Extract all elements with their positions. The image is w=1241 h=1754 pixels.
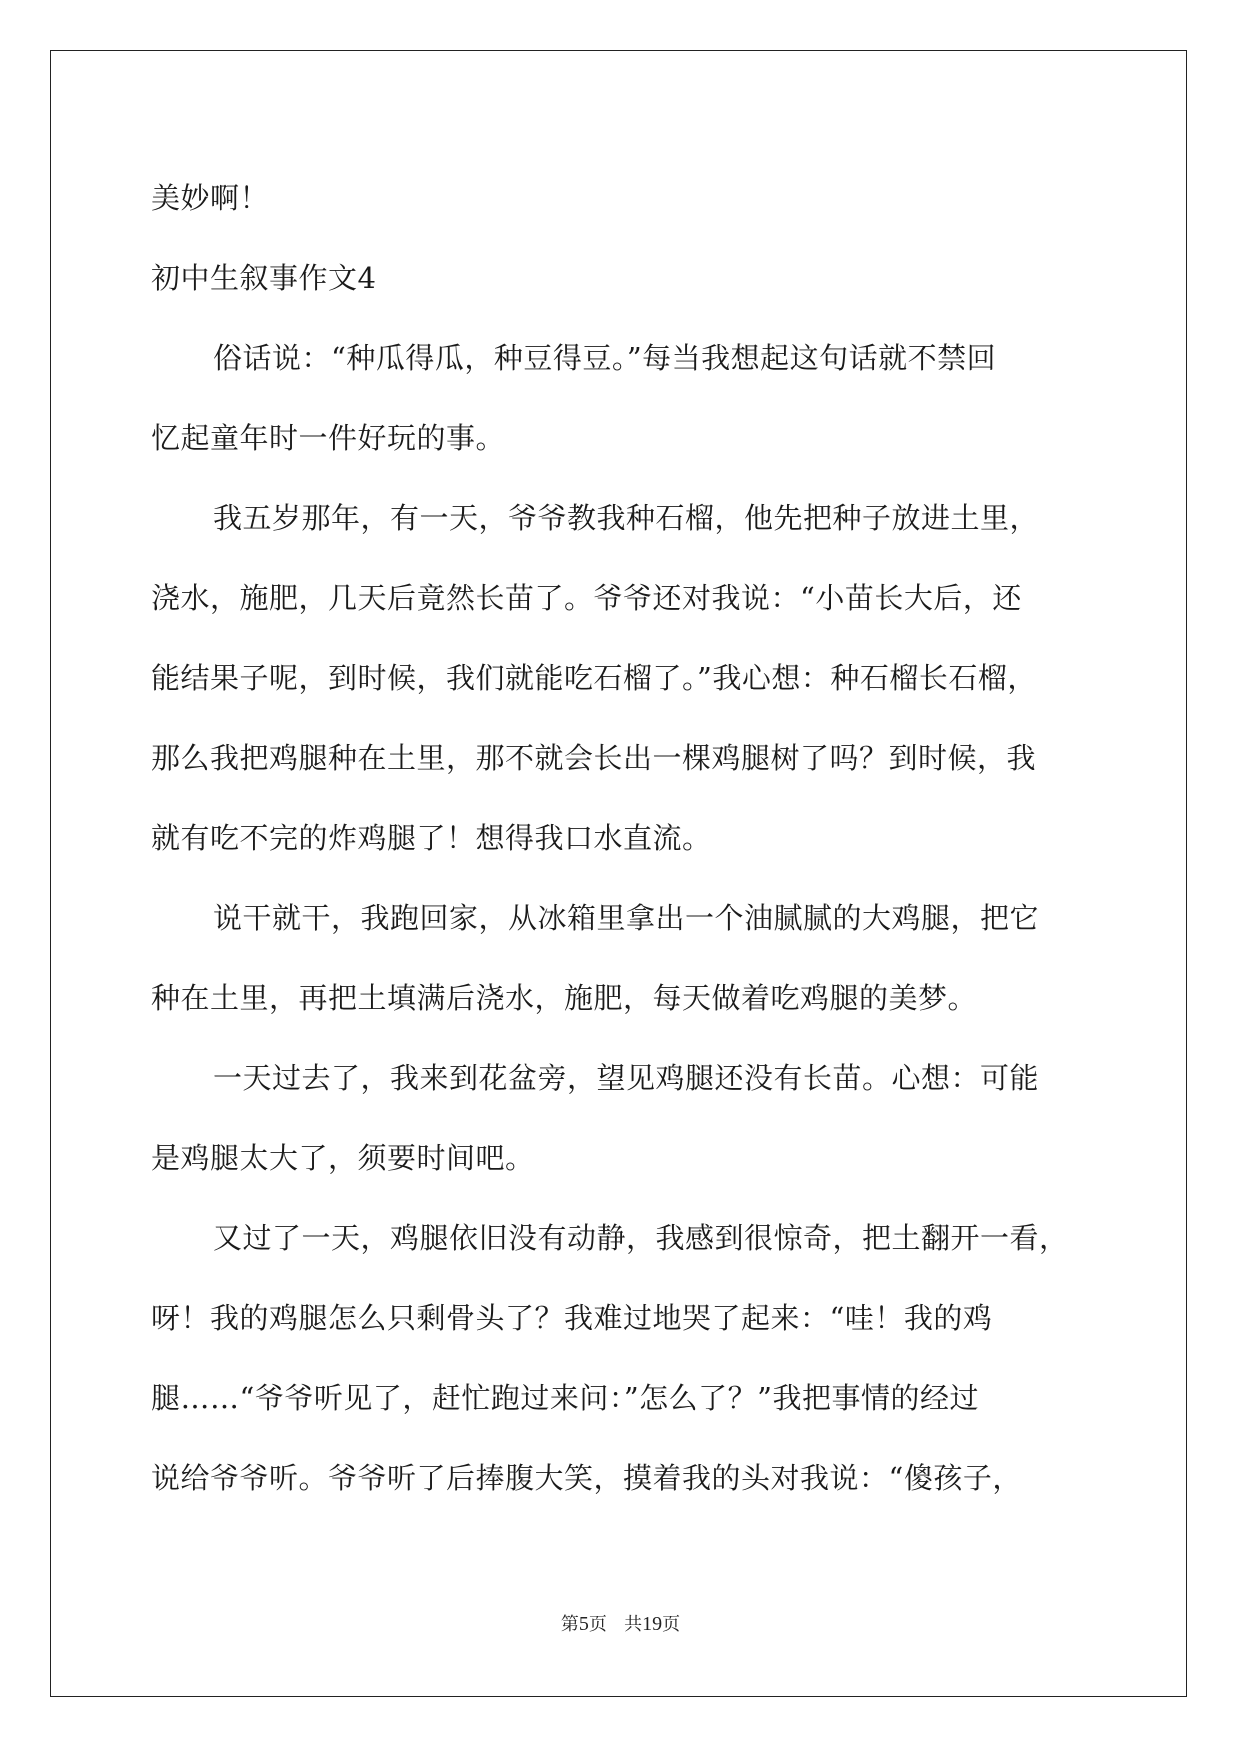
paragraph-line: 浇水，施肥，几天后竟然长苗了。爷爷还对我说：“小苗长大后，还 <box>151 581 1022 615</box>
total-pages: 19 <box>642 1613 663 1635</box>
total-suffix: 页 <box>662 1614 681 1635</box>
paragraph-line: 种在土里，再把土填满后浇水，施肥，每天做着吃鸡腿的美梦。 <box>151 981 978 1015</box>
paragraph-line: 又过了一天，鸡腿依旧没有动静，我感到很惊奇，把土翻开一看， <box>213 1221 1069 1255</box>
paragraph-line: 呀！我的鸡腿怎么只剩骨头了？我难过地哭了起来：“哇！我的鸡 <box>151 1301 993 1335</box>
paragraph-line: 是鸡腿太大了，须要时间吧。 <box>151 1141 535 1175</box>
paragraph-line: 忆起童年时一件好玩的事。 <box>151 421 506 455</box>
page-prefix: 第 <box>560 1614 579 1635</box>
paragraph-line: 说给爷爷听。爷爷听了后捧腹大笑，摸着我的头对我说：“傻孩子， <box>151 1461 1022 1495</box>
paragraph-line: 我五岁那年，有一天，爷爷教我种石榴，他先把种子放进土里， <box>213 501 1040 535</box>
total-prefix: 共 <box>624 1614 643 1635</box>
paragraph-line: 说干就干，我跑回家，从冰箱里拿出一个油腻腻的大鸡腿，把它 <box>213 901 1040 935</box>
text-line: 美妙啊！ <box>151 181 270 215</box>
document-body <box>151 158 1096 1518</box>
paragraph-line: 腿……“爷爷听见了，赶忙跑过来问：”怎么了？”我把事情的经过 <box>151 1381 979 1415</box>
paragraph-line: 那么我把鸡腿种在土里，那不就会长出一棵鸡腿树了吗？到时候，我 <box>151 741 1037 775</box>
paragraph-line: 俗话说：“种瓜得瓜，种豆得豆。”每当我想起这句话就不禁回 <box>213 341 997 375</box>
page-suffix: 页 <box>588 1614 607 1635</box>
section-heading: 初中生叙事作文4 <box>151 261 377 295</box>
paragraph-line: 一天过去了，我来到花盆旁，望见鸡腿还没有长苗。心想：可能 <box>213 1061 1040 1095</box>
page-number: 5 <box>578 1613 589 1635</box>
paragraph-line: 就有吃不完的炸鸡腿了！想得我口水直流。 <box>151 821 712 855</box>
page-footer <box>0 1612 1241 1637</box>
paragraph-line: 能结果子呢，到时候，我们就能吃石榴了。”我心想：种石榴长石榴， <box>151 661 1037 695</box>
